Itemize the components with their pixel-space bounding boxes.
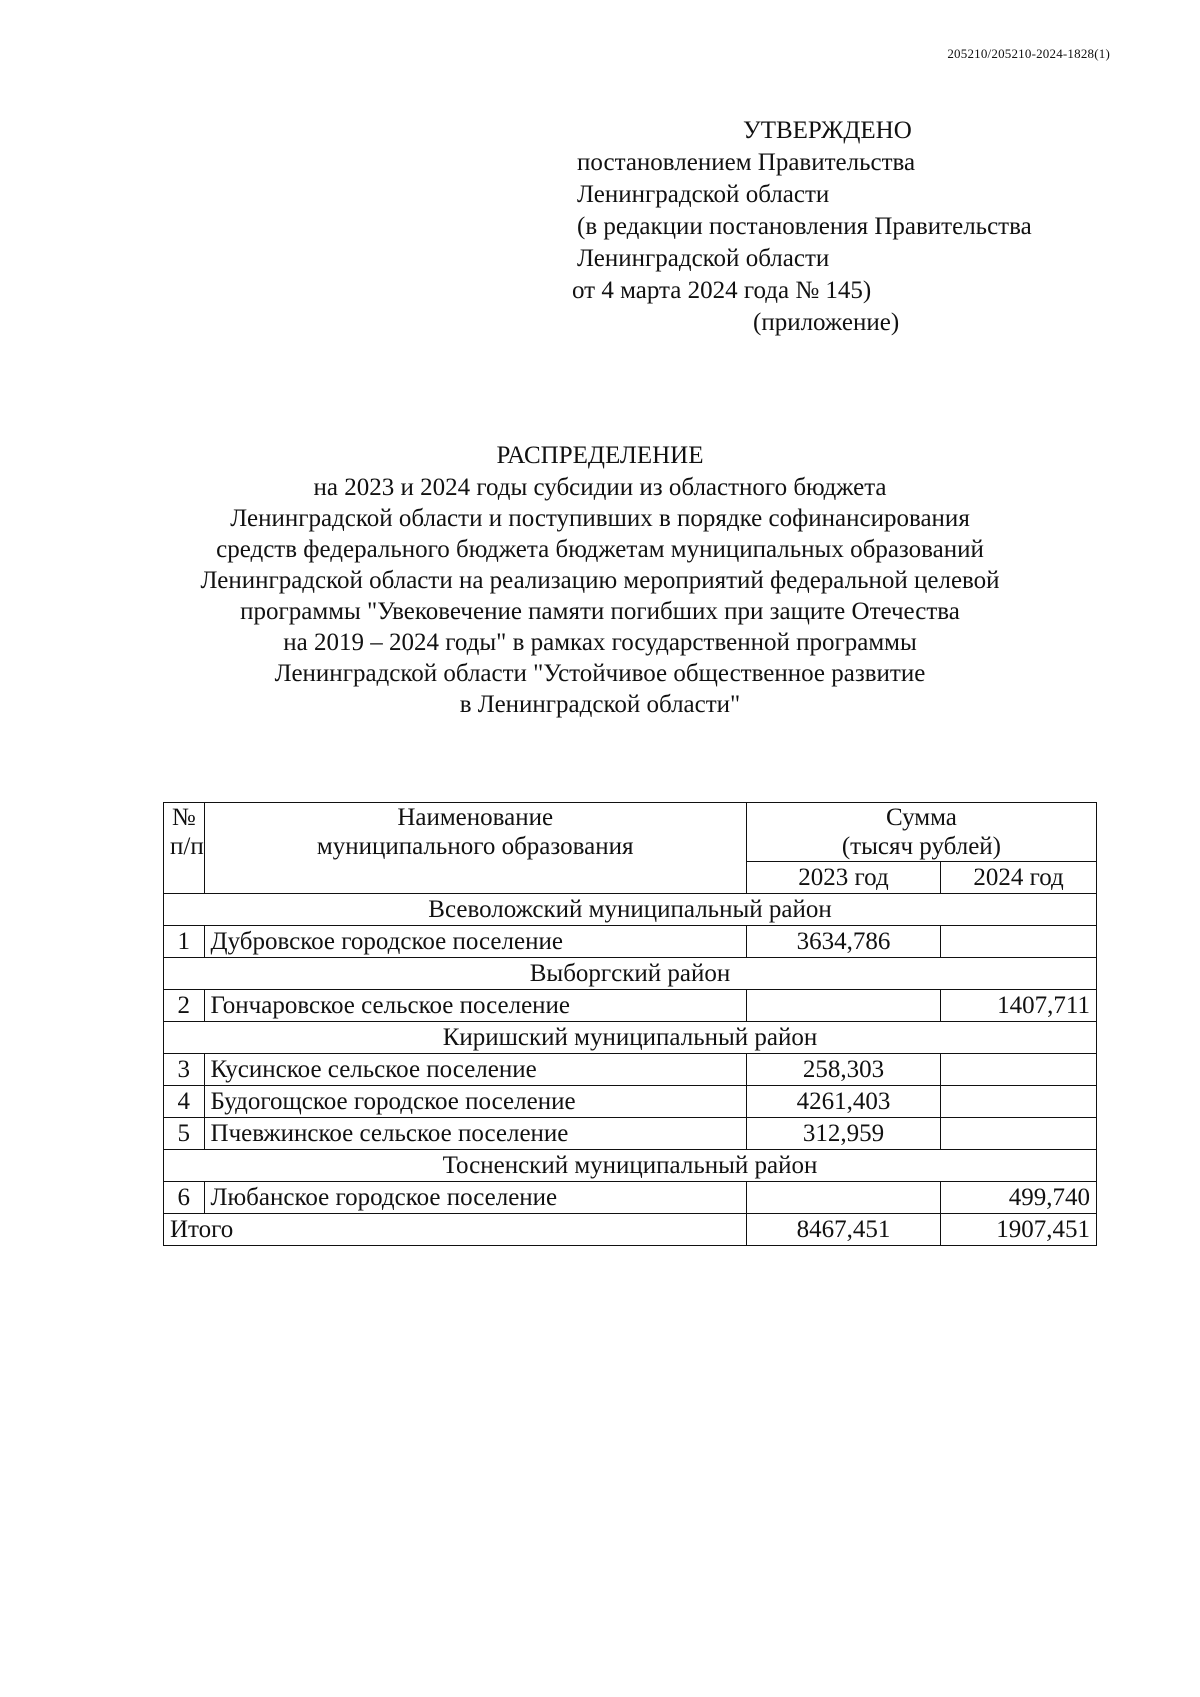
table-row (164, 1118, 1097, 1150)
heading-line: программы "Увековечение памяти погибших при защите Отечества (240, 598, 960, 625)
approval-appendix: (приложение) (753, 309, 900, 336)
row-num: 2 (164, 990, 205, 1022)
row-num: 6 (164, 1182, 205, 1214)
row-2023: 3634,786 (746, 926, 940, 958)
total-2023: 8467,451 (746, 1214, 940, 1246)
heading-line: Ленинградской области "Устойчивое общественное развитие (274, 660, 926, 687)
row-name: Пчевжинское сельское поселение (204, 1118, 746, 1150)
total-2024: 1907,451 (941, 1214, 1097, 1246)
approval-line: постановлением Правительства (577, 149, 916, 176)
header-name: Наименование муниципального образования (204, 803, 746, 894)
approval-line: (в редакции постановления Правительства (577, 213, 1032, 240)
row-num: 4 (164, 1086, 205, 1118)
row-2023: 258,303 (746, 1054, 940, 1086)
heading-line: Ленинградской области и поступивших в порядке софинансирования (230, 505, 970, 532)
row-num: 1 (164, 926, 205, 958)
heading-line: средств федерального бюджета бюджетам муниципальных образований (216, 536, 984, 563)
row-2023: 4261,403 (746, 1086, 940, 1118)
table-header-row (164, 803, 1097, 862)
row-2024 (941, 1054, 1097, 1086)
total-row (164, 1214, 1097, 1246)
row-name: Дубровское городское поселение (204, 926, 746, 958)
row-num: 3 (164, 1054, 205, 1086)
group-row (164, 894, 1097, 926)
group-title: Выборгский район (164, 958, 1097, 990)
group-row (164, 1150, 1097, 1182)
heading-title: РАСПРЕДЕЛЕНИЕ (496, 442, 704, 469)
header-year-2024: 2024 год (941, 862, 1097, 894)
approval-title: УТВЕРЖДЕНО (743, 117, 912, 144)
table-row (164, 1182, 1097, 1214)
table-row (164, 926, 1097, 958)
document-id: 205210/205210-2024-1828(1) (947, 46, 1110, 61)
document-heading (0, 440, 1200, 720)
row-2023 (746, 990, 940, 1022)
group-title: Всеволожский муниципальный район (164, 894, 1097, 926)
row-name: Кусинское сельское поселение (204, 1054, 746, 1086)
header-year-2023: 2023 год (746, 862, 940, 894)
heading-line: на 2019 – 2024 годы" в рамках государственной программы (283, 629, 917, 656)
row-name: Любанское городское поселение (204, 1182, 746, 1214)
table-row (164, 1086, 1097, 1118)
approval-date: от 4 марта 2024 года № 145) (572, 277, 872, 304)
row-2023: 312,959 (746, 1118, 940, 1150)
row-name: Будогощское городское поселение (204, 1086, 746, 1118)
table-row (164, 990, 1097, 1022)
approval-line: Ленинградской области (577, 181, 830, 208)
row-name: Гончаровское сельское поселение (204, 990, 746, 1022)
distribution-table (163, 802, 1097, 1246)
row-2024: 499,740 (941, 1182, 1097, 1214)
approval-block (572, 115, 1032, 339)
group-row (164, 1022, 1097, 1054)
row-2024: 1407,711 (941, 990, 1097, 1022)
approval-line: Ленинградской области (577, 245, 830, 272)
table-row (164, 1054, 1097, 1086)
heading-line: Ленинградской области на реализацию мероприятий федеральной целевой (200, 567, 1000, 594)
header-num: № п/п (164, 803, 205, 894)
row-num: 5 (164, 1118, 205, 1150)
heading-line: на 2023 и 2024 годы субсидии из областного бюджета (313, 474, 887, 501)
row-2024 (941, 1118, 1097, 1150)
total-label: Итого (164, 1214, 747, 1246)
row-2024 (941, 1086, 1097, 1118)
heading-line: в Ленинградской области" (459, 691, 741, 718)
group-title: Тосненский муниципальный район (164, 1150, 1097, 1182)
group-row (164, 958, 1097, 990)
row-2023 (746, 1182, 940, 1214)
group-title: Киришский муниципальный район (164, 1022, 1097, 1054)
header-sum: Сумма (тысяч рублей) (746, 803, 1096, 862)
row-2024 (941, 926, 1097, 958)
